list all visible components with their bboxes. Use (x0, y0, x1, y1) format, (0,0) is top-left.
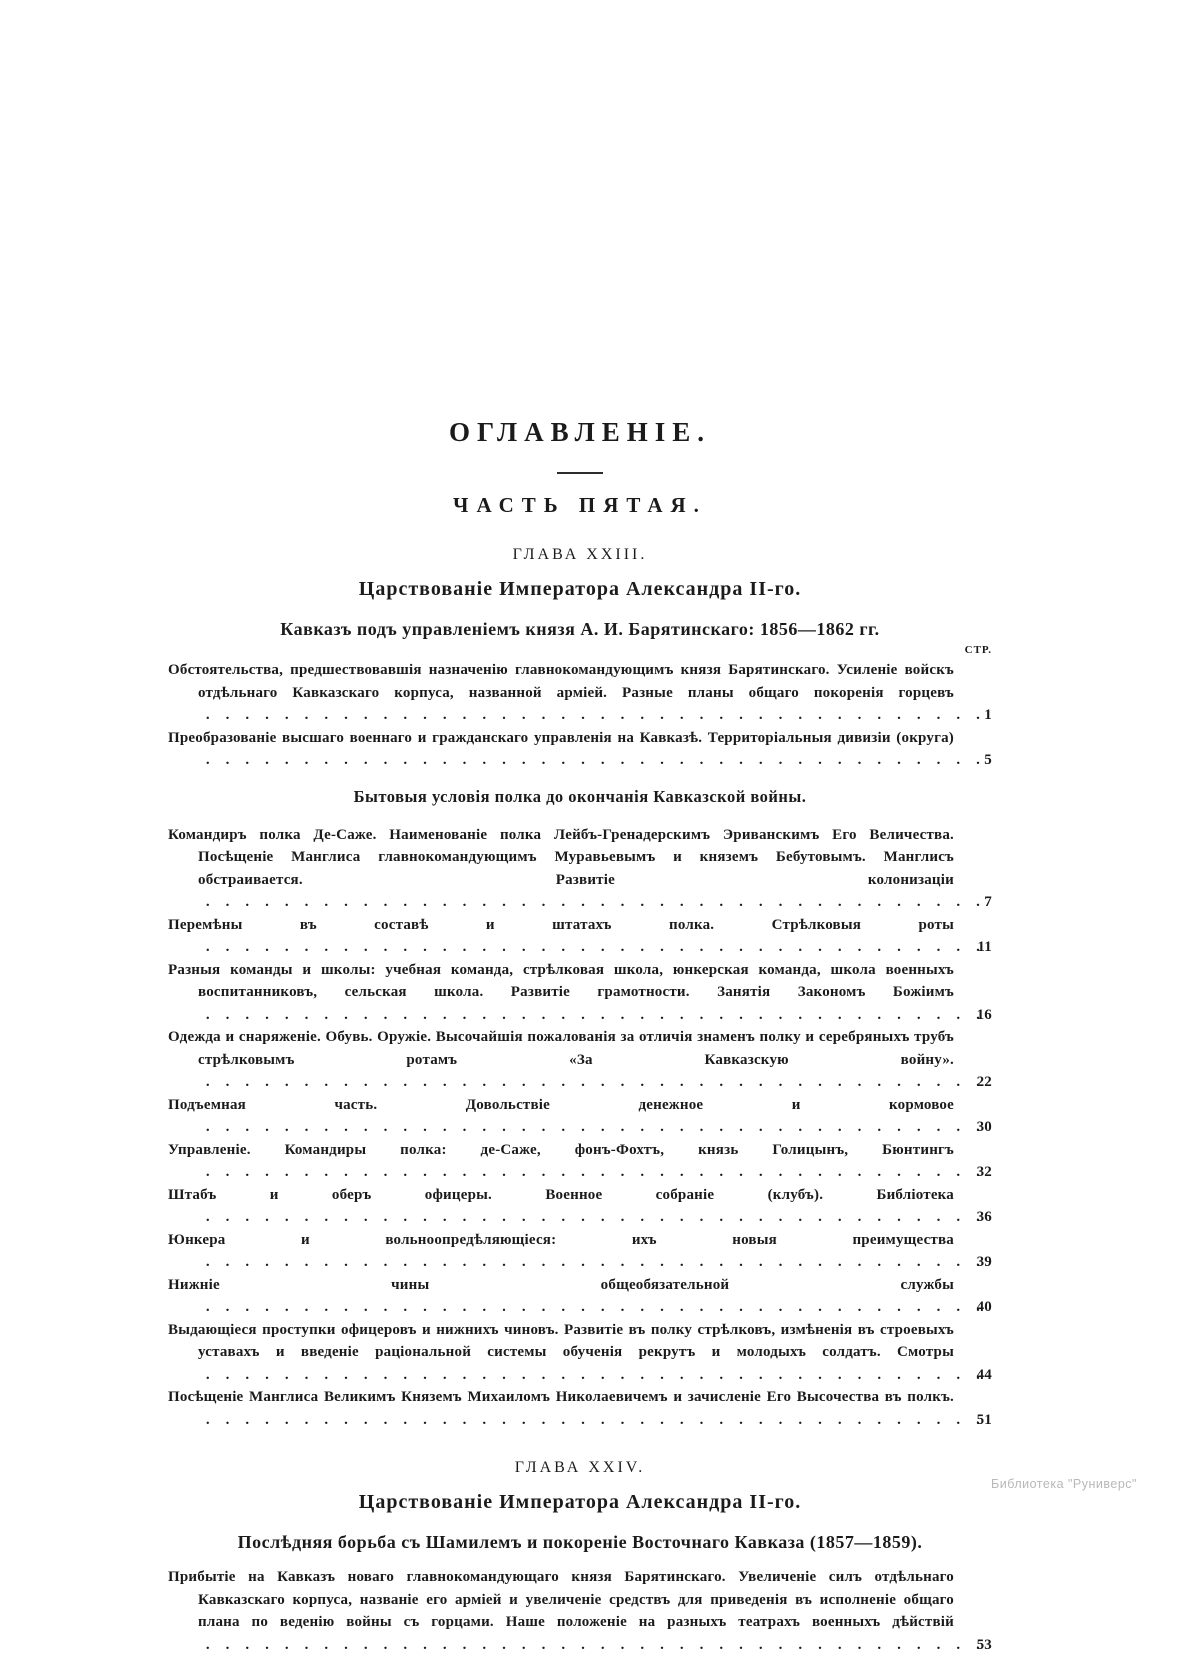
entry-title: Разныя команды и школы: учебная команда, стрѣлковая школа, юнкерская команда, школа военныхъ воспитанниковъ, сельская школа. Развитіе грамотности. Занятія Закономъ Божіимъ (168, 962, 954, 1001)
entry-title: Посѣщеніе Манглиса Великимъ Княземъ Михаиломъ Николаевичемъ и зачисленіе Его Высочества въ полкъ. (168, 1389, 954, 1405)
entry-page-number: 1 (958, 704, 992, 727)
toc-entry (168, 824, 992, 914)
subsection-title: Бытовыя условія полка до окончанія Кавказской войны. (168, 786, 992, 808)
chapter-label: ГЛАВА XXIII. (168, 545, 992, 565)
chapter-title: Царствованіе Императора Александра II-го. (168, 577, 992, 601)
entry-title: Одежда и снаряженіе. Обувь. Оружіе. Высочайшія пожалованія за отличія знаменъ полку и серебряныхъ трубъ стрѣлковымъ ротамъ «За Кавказскую войну». (168, 1029, 954, 1068)
entry-title: Штабъ и оберъ офицеры. Военное собраніе (клубъ). Библіотека (168, 1187, 954, 1203)
entry-page-number: 5 (958, 749, 992, 772)
toc-entry (168, 659, 992, 727)
dot-leader (198, 1637, 980, 1653)
dot-leader (198, 1164, 980, 1180)
page-title: ОГЛАВЛЕНІЕ. (168, 416, 992, 448)
chapter-subtitle: Послѣдняя борьба съ Шамилемъ и покореніе Восточнаго Кавказа (1857—1859). (168, 1530, 992, 1554)
dot-leader (198, 1367, 980, 1383)
entry-title: Обстоятельства, предшествовавшія назначенію главнокомандующимъ князя Барятинскаго. Усиленіе войскъ отдѣльнаго Кавказскаго корпуса, названной арміей. Разные планы общаго покоренія горцевъ (168, 662, 954, 701)
entry-title: Прибытіе на Кавказъ новаго главнокомандующаго князя Барятинскаго. Увеличеніе силъ отдѣльнаго Кавказскаго корпуса, названіе его арміей и увеличеніе средствъ для приведенія въ исполненіе общаго плана по веденію войны съ горцами. Наше положеніе на разныхъ театрахъ военныхъ дѣйствій (168, 1569, 954, 1630)
dot-leader (198, 1007, 980, 1023)
dot-leader (198, 1254, 980, 1270)
entry-page-number: 53 (958, 1634, 992, 1656)
dot-leader (198, 1412, 980, 1428)
toc-content (168, 0, 992, 1656)
dot-leader (198, 1299, 980, 1315)
toc-entry (168, 1386, 992, 1431)
entry-page-number: 44 (958, 1364, 992, 1387)
entry-title: Выдающіеся проступки офицеровъ и нижнихъ чиновъ. Развитіе въ полку стрѣлковъ, измѣненія въ строевыхъ уставахъ и введеніе раціональной системы обученія рекрутъ и молодыхъ солдатъ. Смотры (168, 1322, 954, 1361)
chapter-subtitle: Кавказъ подъ управленіемъ князя А. И. Барятинскаго: 1856—1862 гг. (168, 617, 992, 641)
entry-list (168, 824, 992, 1432)
entry-page-number: 16 (958, 1004, 992, 1027)
toc-entry (168, 1139, 992, 1184)
toc-entry (168, 1319, 992, 1387)
dot-leader (198, 1209, 980, 1225)
entry-page-number: 36 (958, 1206, 992, 1229)
entry-list (168, 659, 992, 772)
entry-page-number: 40 (958, 1296, 992, 1319)
entry-title: Перемѣны въ составѣ и штатахъ полка. Стрѣлковыя роты (168, 917, 954, 933)
entry-page-number: 22 (958, 1071, 992, 1094)
toc-entry (168, 1026, 992, 1094)
entry-title: Командиръ полка Де-Саже. Наименованіе полка Лейбъ-Гренадерскимъ Эриванскимъ Его Величества. Посѣщеніе Манглиса главнокомандующимъ Муравьевымъ и княземъ Бебутовымъ. Манглисъ обстраивается. Развитіе колонизаціи (168, 827, 954, 888)
entry-page-number: 11 (958, 936, 992, 959)
entry-page-number: 7 (958, 891, 992, 914)
chapter-label: ГЛАВА XXIV. (168, 1458, 992, 1478)
entry-title: Нижніе чины общеобязательной службы (168, 1277, 954, 1293)
dot-leader (198, 707, 980, 723)
toc-entry (168, 1274, 992, 1319)
entry-page-number: 51 (958, 1409, 992, 1432)
entry-page-number: 39 (958, 1251, 992, 1274)
toc-entry (168, 1184, 992, 1229)
page-column-header: СТР. (168, 643, 992, 657)
toc-entry (168, 959, 992, 1027)
dot-leader (198, 752, 980, 768)
title-divider (557, 472, 603, 474)
chapter-24-section (168, 1458, 992, 1656)
toc-entry (168, 1566, 992, 1656)
entry-page-number: 32 (958, 1161, 992, 1184)
toc-entry (168, 914, 992, 959)
entry-title: Юнкера и вольноопредѣляющіеся: ихъ новыя преимущества (168, 1232, 954, 1248)
chapter-23-section (168, 545, 992, 1431)
dot-leader (198, 1119, 980, 1135)
part-title: ЧАСТЬ ПЯТАЯ. (168, 492, 992, 518)
toc-entry (168, 727, 992, 772)
entry-list (168, 1566, 992, 1656)
dot-leader (198, 939, 980, 955)
toc-entry (168, 1094, 992, 1139)
dot-leader (198, 894, 980, 910)
entry-title: Преобразованіе высшаго военнаго и гражданскаго управленія на Кавказѣ. Территоріальныя дивизіи (округа) (168, 730, 954, 746)
dot-leader (198, 1074, 980, 1090)
toc-entry (168, 1229, 992, 1274)
entry-page-number: 30 (958, 1116, 992, 1139)
entry-title: Подъемная часть. Довольствіе денежное и кормовое (168, 1097, 954, 1113)
library-watermark: Библиотека "Руниверс" (991, 1477, 1137, 1491)
entry-title: Управленіе. Командиры полка: де-Саже, фонъ-Фохтъ, князь Голицынъ, Бюнтингъ (168, 1142, 954, 1158)
chapter-title: Царствованіе Императора Александра II-го. (168, 1490, 992, 1514)
